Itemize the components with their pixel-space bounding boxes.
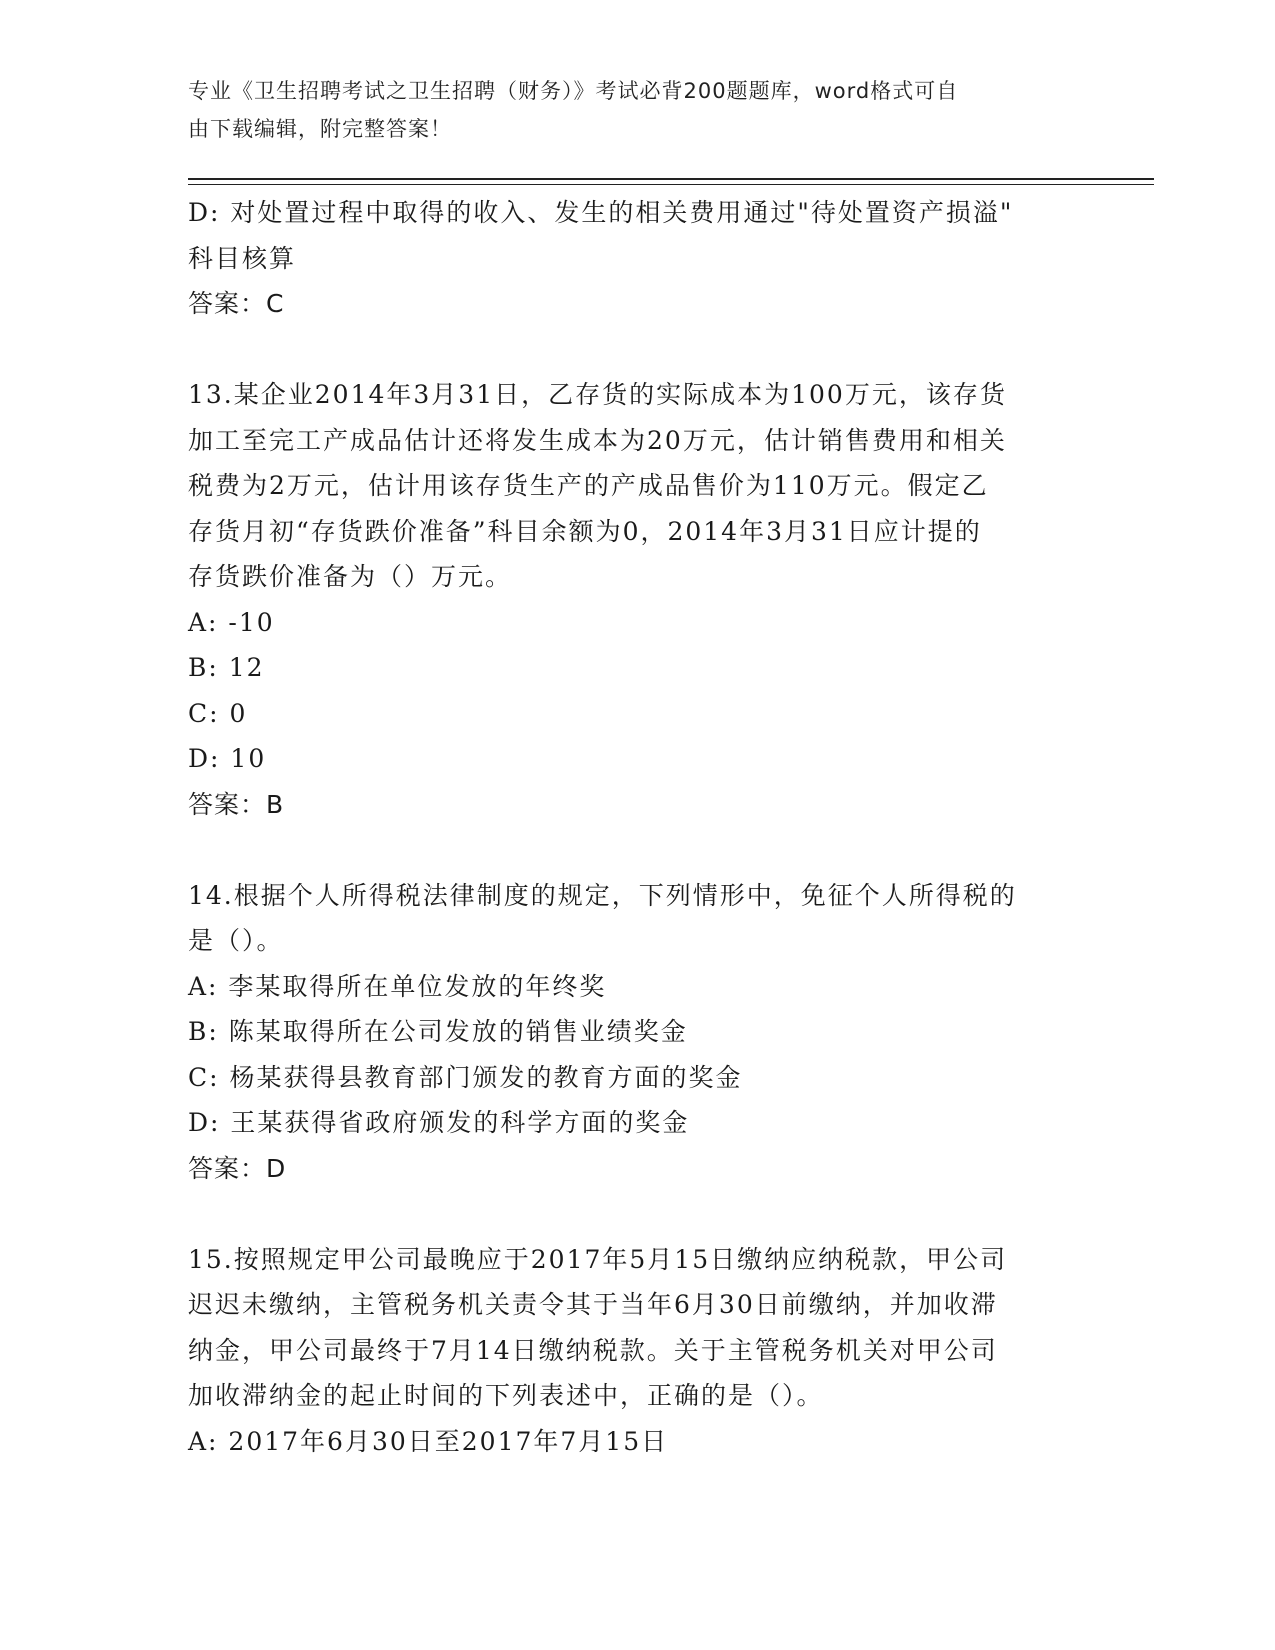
answer-label: 答案：C (188, 289, 285, 318)
option-a: A: -10 (188, 607, 275, 637)
document-body (188, 190, 1088, 1464)
spacer (188, 1191, 1088, 1237)
option-d: D: 王某获得省政府颁发的科学方面的奖金 (188, 1108, 690, 1137)
question-stem-line: 14.根据个人所得税法律制度的规定，下列情形中，免征个人所得税的 (188, 880, 1017, 910)
header-line: 专业《卫生招聘考试之卫生招聘（财务）》考试必背200题题库，word格式可自 (188, 79, 959, 103)
header-divider-thin (188, 184, 1154, 185)
option-c: C: 杨某获得县教育部门颁发的教育方面的奖金 (188, 1062, 743, 1092)
question-stem-line: 迟迟未缴纳，主管税务机关责令其于当年6月30日前缴纳，并加收滞 (188, 1290, 998, 1319)
answer-label: 答案：D (188, 1153, 287, 1183)
option-d: D: 对处置过程中取得的收入、发生的相关费用通过"待处置资产损溢" (188, 198, 1014, 227)
spacer (188, 827, 1088, 873)
question-stem-line: 加收滞纳金的起止时间的下列表述中，正确的是（）。 (188, 1381, 824, 1410)
spacer (188, 327, 1088, 373)
question-14 (188, 873, 1088, 1192)
question-12-tail (188, 190, 1088, 327)
answer-label: 答案：B (188, 789, 285, 819)
option-a: A: 2017年6月30日至2017年7月15日 (188, 1426, 669, 1456)
header-divider (188, 178, 1154, 180)
question-stem-line: 纳金，甲公司最终于7月14日缴纳税款。关于主管税务机关对甲公司 (188, 1335, 998, 1365)
question-stem-line: 13.某企业2014年3月31日，乙存货的实际成本为100万元，该存货 (188, 380, 1007, 409)
option-b: B: 12 (188, 653, 265, 682)
option-a: A: 李某取得所在单位发放的年终奖 (188, 971, 607, 1001)
question-stem-line: 税费为2万元，估计用该存货生产的产成品售价为110万元。假定乙 (188, 471, 989, 500)
option-d-continued: 科目核算 (188, 243, 297, 273)
option-d: D: 10 (188, 744, 267, 773)
option-c: C: 0 (188, 698, 248, 728)
question-stem-line: 是（）。 (188, 926, 284, 955)
question-stem-line: 存货跌价准备为（）万元。 (188, 562, 513, 591)
question-stem-line: 存货月初“存货跌价准备”科目余额为0，2014年3月31日应计提的 (188, 516, 982, 546)
question-15 (188, 1237, 1088, 1465)
question-stem-line: 15.按照规定甲公司最晚应于2017年5月15日缴纳应纳税款，甲公司 (188, 1244, 1008, 1274)
option-b: B: 陈某取得所在公司发放的销售业绩奖金 (188, 1017, 688, 1046)
question-13 (188, 372, 1088, 827)
document-header (188, 72, 1068, 148)
question-stem-line: 加工至完工产成品估计还将发生成本为20万元，估计销售费用和相关 (188, 425, 1007, 455)
header-line: 由下载编辑，附完整答案！ (188, 117, 452, 141)
